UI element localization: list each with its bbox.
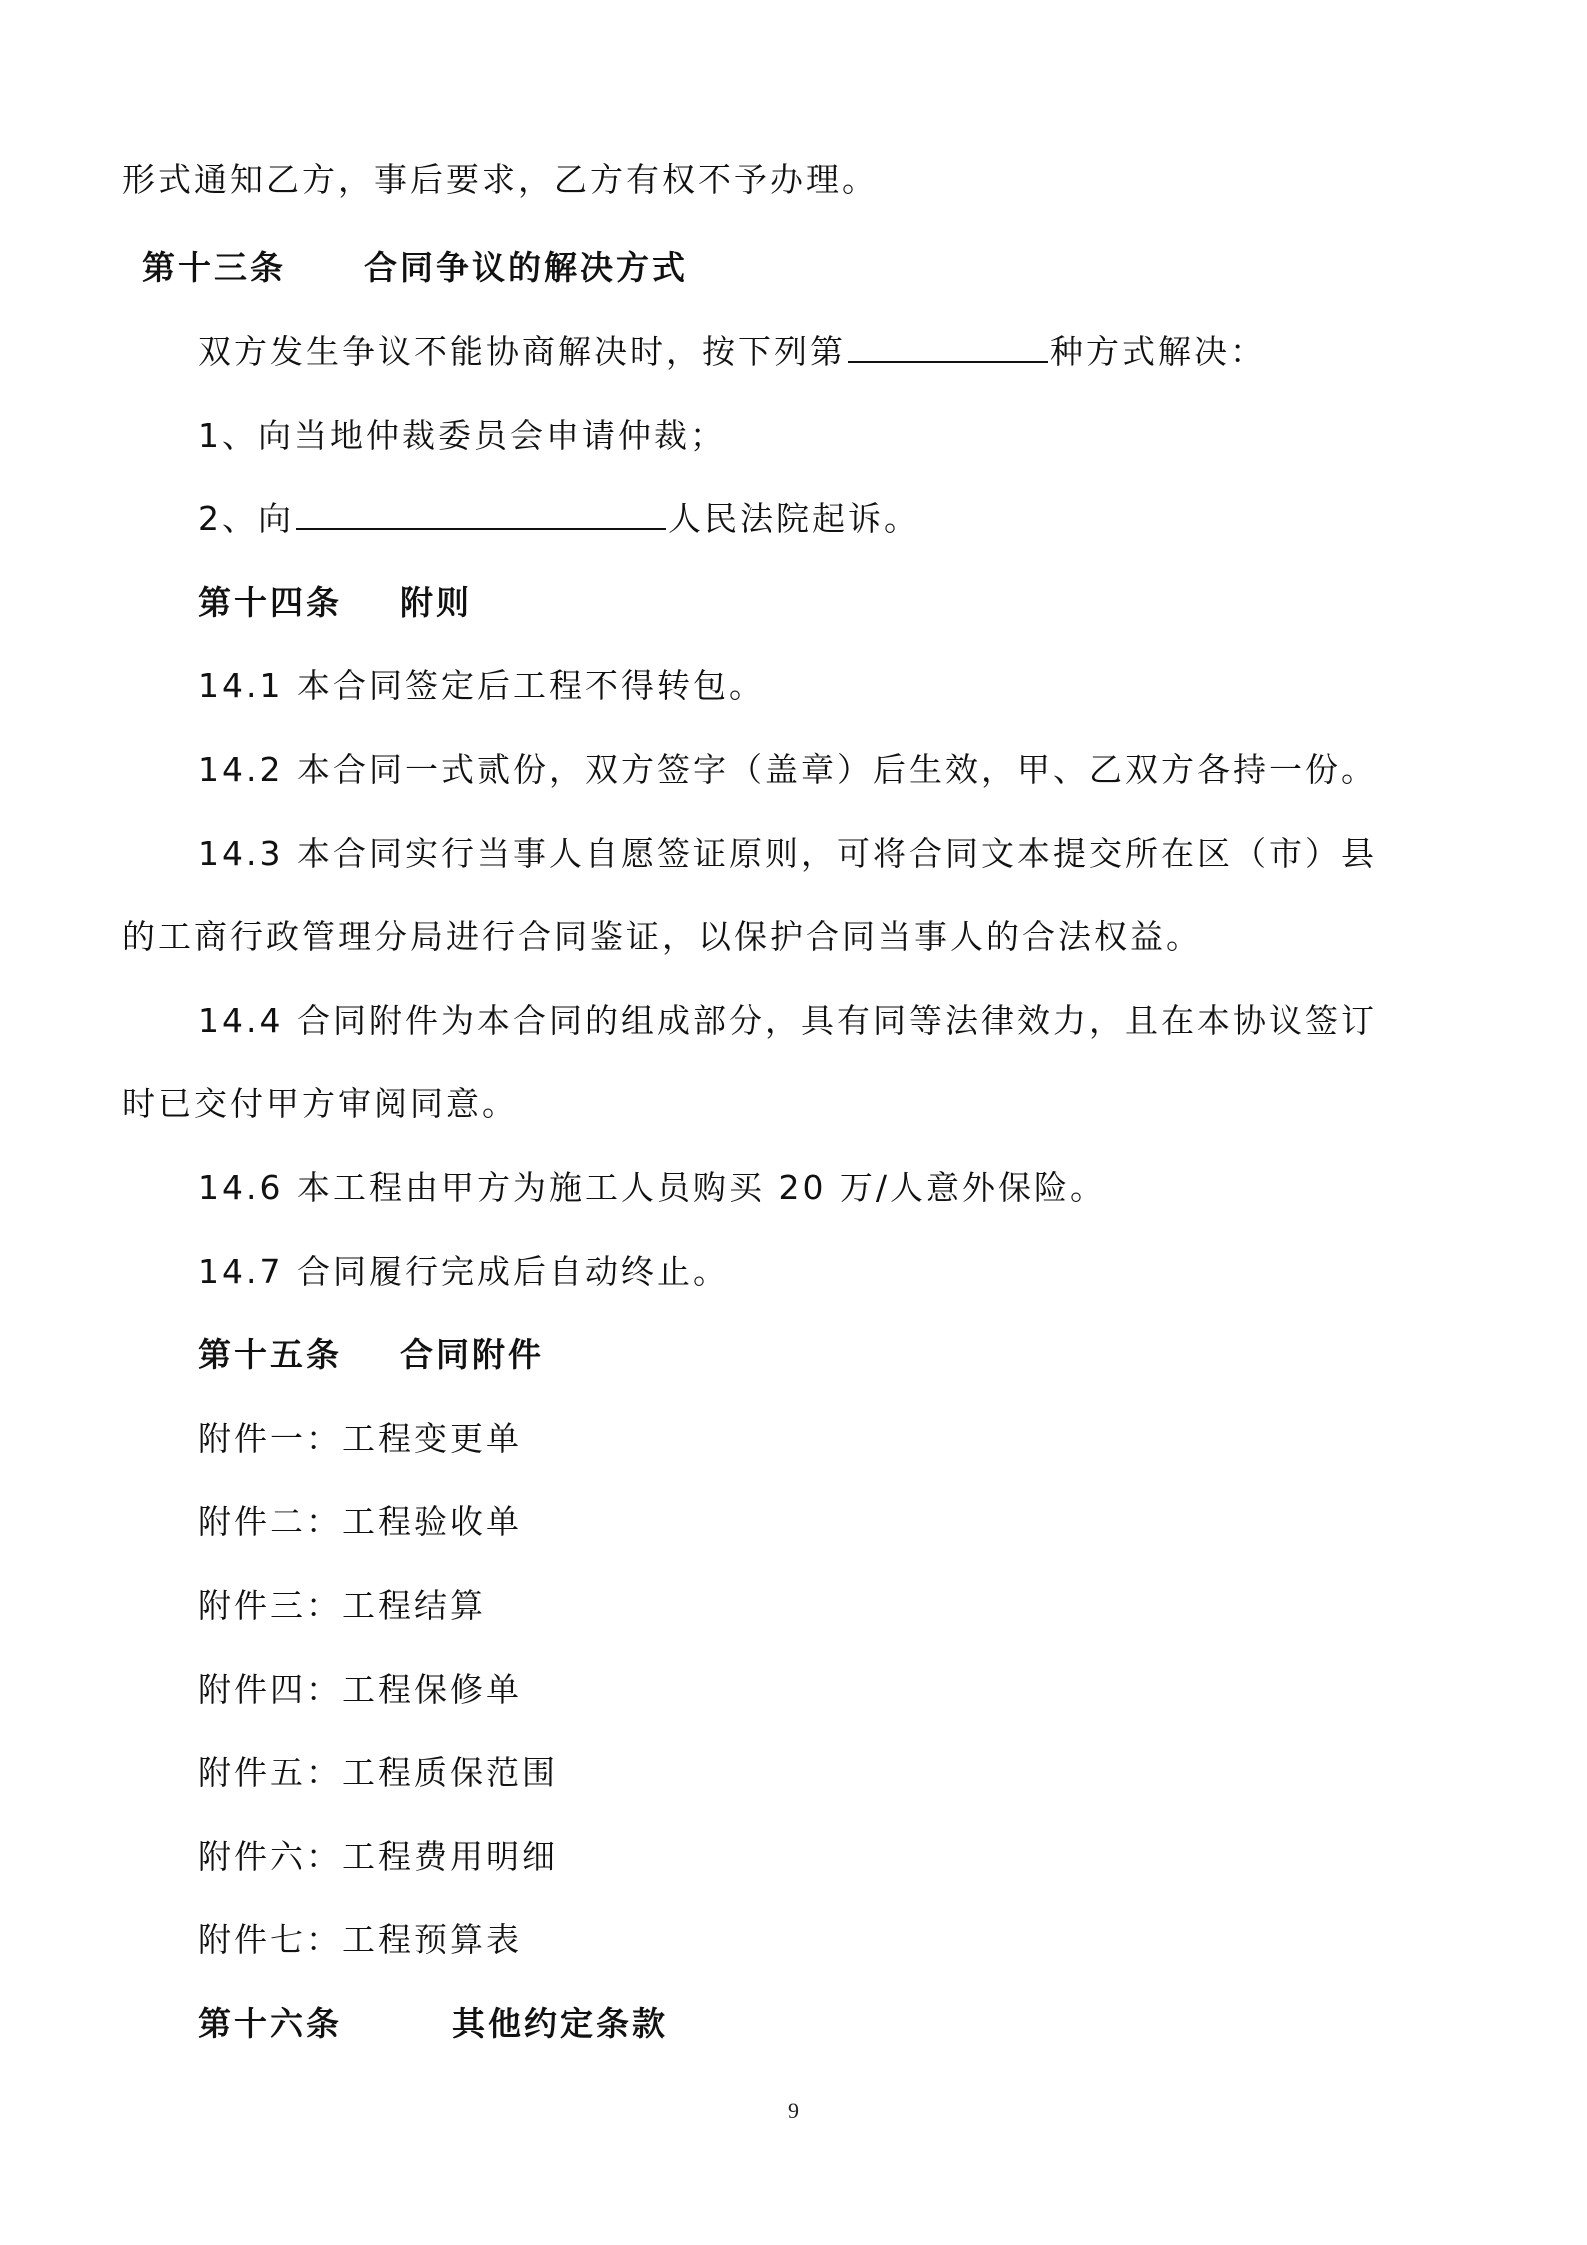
article-15-number: 第十五条 bbox=[198, 1335, 342, 1374]
article-14-heading bbox=[198, 581, 472, 625]
attachment-item: 附件一：工程变更单 bbox=[198, 1419, 522, 1458]
continuation-text: 形式通知乙方，事后要求，乙方有权不予办理。 bbox=[122, 160, 878, 199]
clause-14-3-line-1: 14.3 本合同实行当事人自愿签证原则，可将合同文本提交所在区（市）县 bbox=[198, 834, 1377, 873]
article-13-option-2 bbox=[198, 497, 920, 541]
article-13-option-2-text: 2、向 bbox=[198, 499, 294, 538]
attachment-item: 附件七：工程预算表 bbox=[198, 1920, 522, 1959]
article-13-heading bbox=[142, 246, 688, 290]
article-14-number: 第十四条 bbox=[198, 583, 342, 622]
article-13-title: 合同争议的解决方式 bbox=[364, 248, 688, 287]
article-13-option-2-suffix: 人民法院起诉。 bbox=[668, 499, 920, 538]
clause-14-3-line-2: 的工商行政管理分局进行合同鉴证，以保护合同当事人的合法权益。 bbox=[122, 917, 1202, 956]
article-14-title: 附则 bbox=[400, 583, 472, 622]
attachment-item: 附件三：工程结算 bbox=[198, 1586, 486, 1625]
clause-14-1: 14.1 本合同签定后工程不得转包。 bbox=[198, 666, 765, 705]
attachment-item: 附件六：工程费用明细 bbox=[198, 1837, 558, 1876]
article-16-title: 其他约定条款 bbox=[452, 2004, 668, 2043]
court-name-blank bbox=[296, 498, 666, 530]
article-16-heading bbox=[198, 2002, 668, 2046]
article-15-heading bbox=[198, 1333, 544, 1377]
attachment-item: 附件四：工程保修单 bbox=[198, 1670, 522, 1709]
clause-14-2: 14.2 本合同一式贰份，双方签字（盖章）后生效，甲、乙双方各持一份。 bbox=[198, 750, 1377, 789]
article-13-intro bbox=[198, 330, 1266, 374]
clause-14-4-line-1: 14.4 合同附件为本合同的组成部分，具有同等法律效力，且在本协议签订 bbox=[198, 1001, 1377, 1040]
article-13-intro-text: 双方发生争议不能协商解决时，按下列第 bbox=[198, 332, 846, 371]
method-number-blank bbox=[848, 331, 1048, 363]
clause-14-6: 14.6 本工程由甲方为施工人员购买 20 万/人意外保险。 bbox=[198, 1168, 1107, 1207]
attachment-item: 附件二：工程验收单 bbox=[198, 1502, 522, 1541]
clause-14-4-line-2: 时已交付甲方审阅同意。 bbox=[122, 1084, 518, 1123]
page-number: 9 bbox=[788, 2098, 799, 2123]
article-13-number: 第十三条 bbox=[142, 248, 286, 287]
clause-14-7: 14.7 合同履行完成后自动终止。 bbox=[198, 1252, 729, 1291]
article-13-option-1: 1、向当地仲裁委员会申请仲裁； bbox=[198, 416, 726, 455]
article-15-title: 合同附件 bbox=[400, 1335, 544, 1374]
article-16-number: 第十六条 bbox=[198, 2004, 342, 2043]
article-13-intro-suffix: 种方式解决： bbox=[1050, 332, 1266, 371]
attachment-item: 附件五：工程质保范围 bbox=[198, 1753, 558, 1792]
